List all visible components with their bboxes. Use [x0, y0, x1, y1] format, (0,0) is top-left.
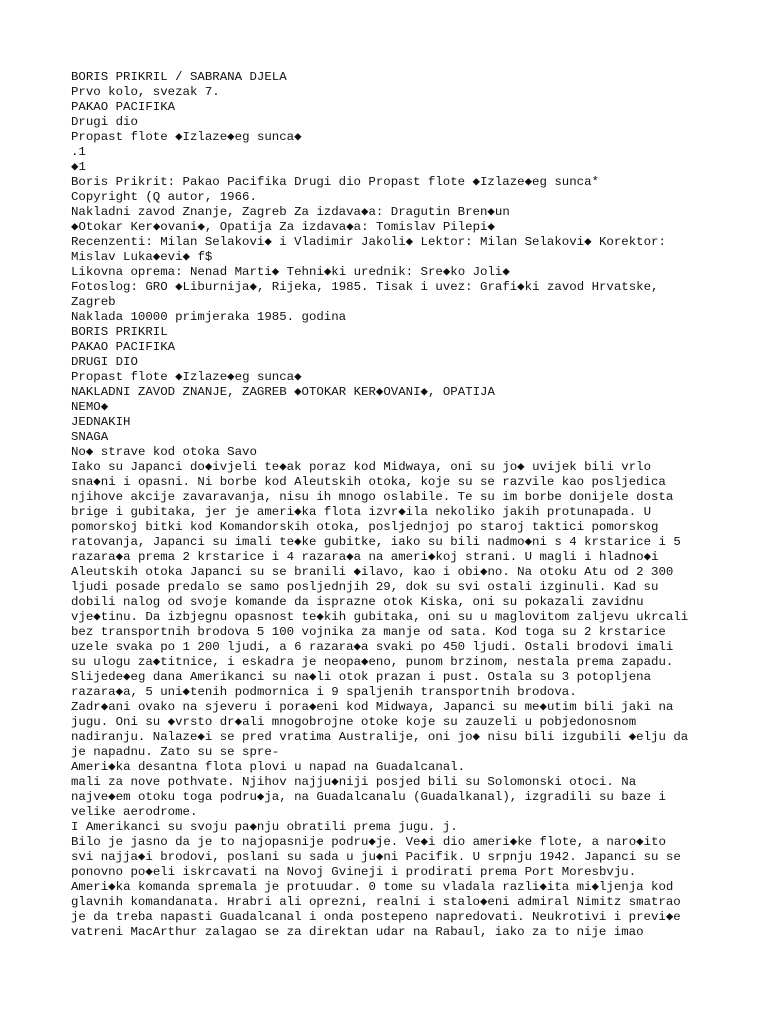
text-line: pomorskoj bitki kod Komandorskih otoka, posljednjoj po staroj taktici pomorskog — [71, 520, 659, 534]
text-line: Recenzenti: Milan Selakovi◆ i Vladimir Jakoli◆ Lektor: Milan Selakovi◆ Korektor: — [71, 235, 666, 249]
text-line: Propast flote ◆Izlaze◆eg sunca◆ — [71, 370, 302, 384]
text-line: Drugi dio — [71, 115, 138, 129]
text-line: svi najja◆i brodovi, poslani su sada u ju◆ni Pacifik. U srpnju 1942. Japanci su se — [71, 850, 681, 864]
text-line: Naklada 10000 primjeraka 1985. godina — [71, 310, 347, 324]
text-line: JEDNAKIH — [71, 415, 131, 429]
text-line: Zadr◆ani ovako na sjeveru i pora◆eni kod Midwaya, Japanci su me◆utim bili jaki na — [71, 700, 674, 714]
text-line: PAKAO PACIFIKA — [71, 340, 176, 354]
text-line: Nakladni zavod Znanje, Zagreb Za izdava◆a: Dragutin Bren◆un — [71, 205, 510, 219]
text-line: bez transportnih brodova 5 100 vojnika za manje od sata. Kod toga su 2 krstarice — [71, 625, 666, 639]
text-line: sna◆ni i opasni. Ni borbe kod Aleutskih otoka, koje su se razvile kao posljedica — [71, 475, 666, 489]
text-line: Prvo kolo, svezak 7. — [71, 85, 220, 99]
document-page — [71, 70, 751, 940]
text-line: jugu. Oni su ◆vrsto dr◆ali mnogobrojne otoke koje su zauzeli u pobjedonosnom — [71, 715, 637, 729]
text-line: NEMO◆ — [71, 400, 109, 414]
text-line: Boris Prikrit: Pakao Pacifika Drugi dio Propast flote ◆Izlaze◆eg sunca* — [71, 175, 599, 189]
text-line: Mislav Luka◆evi◆ f$ — [71, 250, 213, 264]
text-line: dobili nalog od svoje komande da isprazne otok Kiska, oni su pokazali zavidnu — [71, 595, 644, 609]
text-line: razara◆a prema 2 krstarice i 4 razara◆a na ameri◆koj strani. U magli i hladno◆i — [71, 550, 659, 564]
text-line: ◆1 — [71, 160, 86, 174]
text-line: Propast flote ◆Izlaze◆eg sunca◆ — [71, 130, 302, 144]
text-line: NAKLADNI ZAVOD ZNANJE, ZAGREB ◆OTOKAR KER◆OVANI◆, OPATIJA — [71, 385, 495, 399]
text-line: Ameri◆ka komanda spremala je protuudar. 0 tome su vladala razli◆ita mi◆ljenja kod — [71, 880, 674, 894]
text-line: Likovna oprema: Nenad Marti◆ Tehni◆ki urednik: Sre◆ko Joli◆ — [71, 265, 510, 279]
text-line: razara◆a, 5 uni◆tenih podmornica i 9 spaljenih transportnih brodova. — [71, 685, 577, 699]
text-line: Aleutskih otoka Japanci su se branili ◆ilavo, kao i obi◆no. Na otoku Atu od 2 300 — [71, 565, 674, 579]
text-line: PAKAO PACIFIKA — [71, 100, 176, 114]
text-line: Bilo je jasno da je to najopasnije podru◆je. Ve◆i dio ameri◆ke flote, a naro◆ito — [71, 835, 666, 849]
text-line: ljudi posade predalo se samo posljednjih 29, dok su svi ostali izginuli. Kad su — [71, 580, 659, 594]
text-line: SNAGA — [71, 430, 109, 444]
text-line: Iako su Japanci do◆ivjeli te◆ak poraz kod Midwaya, oni su jo◆ uvijek bili vrlo — [71, 460, 652, 474]
text-line: najve◆em otoku toga podru◆ja, na Guadalcanalu (Guadalkanal), izgradili su baze i — [71, 790, 666, 804]
text-line: .1 — [71, 145, 86, 159]
text-line: Slijede◆eg dana Amerikanci su na◆li otok prazan i pust. Ostala su 3 potopljena — [71, 670, 652, 684]
text-line: ratovanja, Japanci su imali te◆ke gubitke, iako su bili nadmo◆ni s 4 krstarice i 5 — [71, 535, 681, 549]
text-line: je da treba napasti Guadalcanal i onda postepeno napredovati. Neukrotivi i previ◆e — [71, 910, 681, 924]
text-line: velike aerodrome. — [71, 805, 198, 819]
text-line: vje◆tinu. Da izbjegnu opasnost te◆kih gubitaka, oni su u maglovitom zaljevu ukrcali — [71, 610, 689, 624]
text-line: I Amerikanci su svoju pa◆nju obratili prema jugu. j. — [71, 820, 458, 834]
text-line: vatreni MacArthur zalagao se za direktan udar na Rabaul, iako za to nije imao — [71, 925, 644, 939]
text-line: Fotoslog: GRO ◆Liburnija◆, Rijeka, 1985. Tisak i uvez: Grafi◆ki zavod Hrvatske, — [71, 280, 659, 294]
text-line: brige i gubitaka, jer je ameri◆ka flota izvr◆ila nekoliko jakih protunapada. U — [71, 505, 652, 519]
text-line: No◆ strave kod otoka Savo — [71, 445, 257, 459]
text-line: nadiranju. Nalaze◆i se pred vratima Australije, oni jo◆ nisu bili izgubili ◆elju da — [71, 730, 689, 744]
text-line: uzele svaka po 1 200 ljudi, a 6 razara◆a svaki po 450 ljudi. Ostali brodovi imali — [71, 640, 674, 654]
text-line: BORIS PRIKRIL — [71, 325, 168, 339]
text-line: Copyright (Q autor, 1966. — [71, 190, 257, 204]
text-line: DRUGI DIO — [71, 355, 138, 369]
text-line: BORIS PRIKRIL / SABRANA DJELA — [71, 70, 287, 84]
text-line: su ulogu za◆titnice, i eskadra je neopa◆eno, punom brzinom, nestala prema zapadu. — [71, 655, 674, 669]
text-line: ponovno po◆eli iskrcavati na Novoj Gvineji i prodirati prema Port Moresbvju. — [71, 865, 637, 879]
text-line: glavnih komandanata. Hrabri ali oprezni, realni i stalo◆eni admiral Nimitz smatrao — [71, 895, 681, 909]
text-line: njihove akcije zavaravanja, nisu ih mnogo oslabile. Te su im borbe donijele dosta — [71, 490, 674, 504]
text-line: ◆Otokar Ker◆ovani◆, Opatija Za izdava◆a: Tomislav Pilepi◆ — [71, 220, 495, 234]
text-line: je napadnu. Zato su se spre- — [71, 745, 280, 759]
text-line: Zagreb — [71, 295, 116, 309]
text-line: mali za nove pothvate. Njihov najju◆niji posjed bili su Solomonski otoci. Na — [71, 775, 637, 789]
text-line: Ameri◆ka desantna flota plovi u napad na Guadalcanal. — [71, 760, 466, 774]
